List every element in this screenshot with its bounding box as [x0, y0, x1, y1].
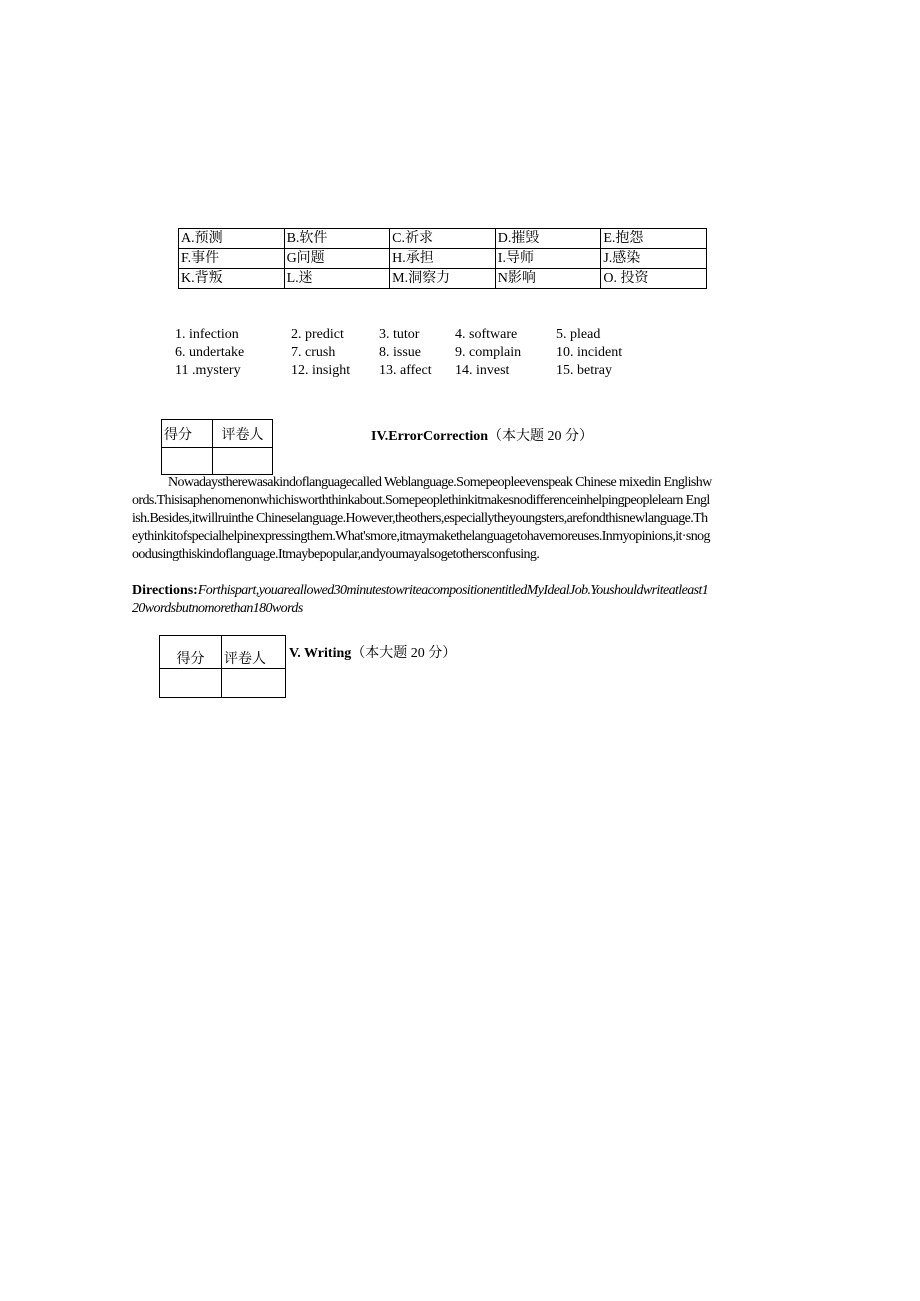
option-cell: K.背叛: [179, 269, 285, 289]
score-label: 得分: [162, 420, 213, 448]
score-input-cell[interactable]: [160, 669, 222, 698]
score-box-section4: [161, 419, 273, 475]
word-item: 11 .mystery: [175, 363, 241, 378]
directions-text: Forthispart,youareallowed30minutestowriteacompositionentitledMyIdealJob.Youshouldwriteatleast120wordsbutnomorethan180words: [132, 583, 709, 616]
option-cell: D.摧毁: [495, 229, 601, 249]
option-cell: B.软件: [284, 229, 390, 249]
options-row: [179, 269, 707, 289]
word-item: 10. incident: [556, 345, 623, 360]
word-item: 1. infection: [175, 327, 239, 342]
option-cell: L.迷: [284, 269, 390, 289]
section5-points: （本大题 20 分）: [351, 646, 457, 661]
score-input-cell[interactable]: [162, 448, 213, 475]
grader-label: 评卷人: [213, 420, 273, 448]
option-cell: F.事件: [179, 249, 285, 269]
option-cell: H.承担: [390, 249, 496, 269]
word-item: 7. crush: [291, 345, 336, 360]
word-item: 3. tutor: [379, 327, 420, 342]
word-item: 15. betray: [556, 363, 612, 378]
options-row: [179, 249, 707, 269]
word-item: 5. plead: [556, 327, 601, 342]
word-item: 4. software: [455, 327, 518, 342]
section4-heading: [371, 425, 593, 445]
section4-title: IV.ErrorCorrection: [371, 429, 489, 444]
word-item: 13. affect: [379, 363, 432, 378]
error-correction-passage: Nowadaystherewasakindoflanguagecalled Weblanguage.Somepeopleevenspeak Chinese mixedin Englishwords.Thisisaphenomenonwhichisworththinkabout.Somepeoplethinkitmakesnodifferenceinhelpingpeoplelearn English.Besides,itwillruinthe Chineselanguage.However,theothers,especiallytheyoungsters,arefondthisnewlanguage.Theythinkitofspecialhelpinexpressingthem.What'smore,itmaymakethelanguagetohavemoreuses.Inmyopinions,it·snogoodusingthiskindoflanguage.Itmaybepopular,andyoumayalsogetothersconfusing.: [132, 475, 712, 562]
option-cell: M.洞察力: [390, 269, 496, 289]
word-item: 2. predict: [291, 327, 344, 342]
grader-input-cell[interactable]: [213, 448, 273, 475]
section5-heading: [289, 642, 456, 662]
word-item: 8. issue: [379, 345, 421, 360]
option-cell: N影响: [495, 269, 601, 289]
option-cell: E.抱怨: [601, 229, 707, 249]
directions: [132, 582, 712, 618]
word-item: 12. insight: [291, 363, 351, 378]
score-label: 得分: [160, 636, 222, 669]
option-cell: C.祈求: [390, 229, 496, 249]
option-cell: J.感染: [601, 249, 707, 269]
options-row: [179, 229, 707, 249]
option-cell: A.预测: [179, 229, 285, 249]
section5-title: V. Writing: [289, 646, 352, 661]
word-item: 14. invest: [455, 363, 510, 378]
score-box-section5: [159, 635, 286, 698]
grader-input-cell[interactable]: [222, 669, 286, 698]
word-item: 9. complain: [455, 345, 522, 360]
options-table: [178, 228, 707, 289]
directions-label: Directions:: [132, 583, 198, 598]
section4-points: （本大题 20 分）: [488, 429, 594, 444]
word-item: 6. undertake: [175, 345, 245, 360]
option-cell: I.导师: [495, 249, 601, 269]
option-cell: O. 投资: [601, 269, 707, 289]
grader-label: 评卷人: [222, 636, 286, 669]
option-cell: G问题: [284, 249, 390, 269]
